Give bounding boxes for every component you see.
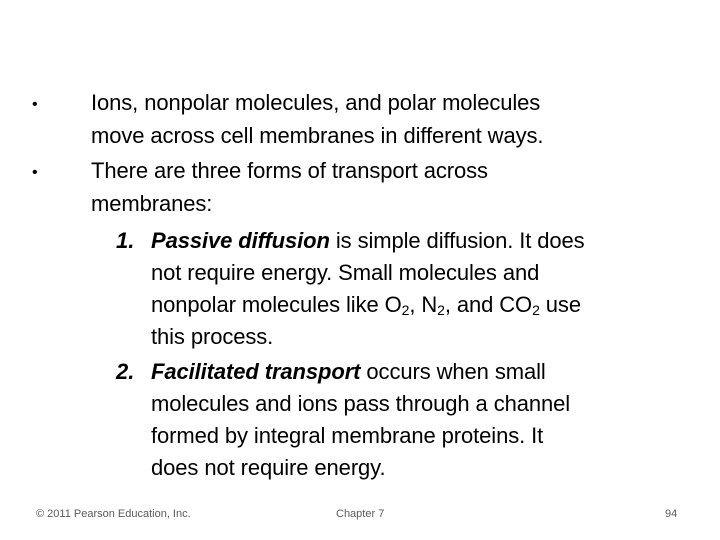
footer-chapter: Chapter 7 [336,508,385,520]
bullet-1-line-2: move across cell membranes in different ways. [91,123,544,148]
bullet-2-line-1: There are three forms of transport across [91,158,488,183]
item-1-line-3-suffix: use [539,292,581,317]
item-1-line-3-mid-2: , and CO [444,292,533,317]
item-1-line-3 [151,291,581,319]
item-1-number: 1. [116,228,135,253]
subscript: 2 [532,302,540,318]
bullet-marker: • [32,96,38,113]
item-1-line-3-mid-1: , N [409,292,438,317]
subscript: 2 [437,302,445,318]
subscript: 2 [401,302,410,318]
footer-copyright: © 2011 Pearson Education, Inc. [36,508,191,520]
item-1-line-4: this process. [151,324,274,349]
item-2-line-3: formed by integral membrane proteins. It [151,423,544,448]
item-2-term: Facilitated transport [151,359,361,384]
footer-page-number: 94 [665,508,678,520]
item-2-number: 2. [116,359,135,384]
bullet-2-line-2: membranes: [91,191,213,216]
item-1-line-1 [151,227,585,255]
item-1-line-2: not require energy. Small molecules and [151,260,540,285]
item-1-term: Passive diffusion [151,228,330,253]
item-2-line-2: molecules and ions pass through a channel [151,391,571,416]
item-2-line-4: does not require energy. [151,455,386,480]
item-2-line-1-rest: occurs when small [360,359,546,384]
item-2-line-1 [151,358,546,386]
bullet-marker: • [32,164,38,181]
item-1-line-1-rest: is simple diffusion. It does [329,228,585,253]
bullet-1-line-1: Ions, nonpolar molecules, and polar molecules [91,90,541,115]
item-1-line-3-prefix: nonpolar molecules like O [151,292,402,317]
